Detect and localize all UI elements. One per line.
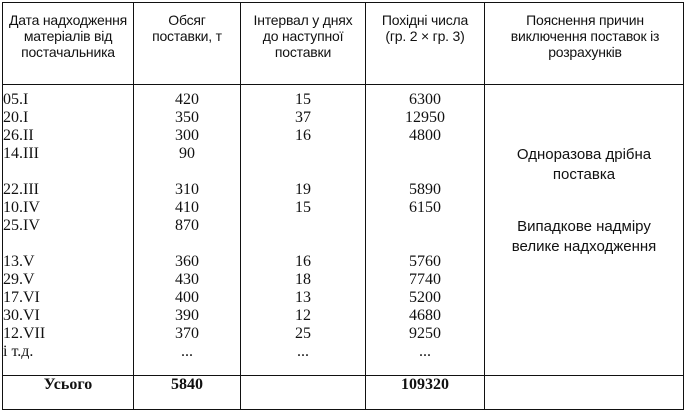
cell-derived: 5760 bbox=[409, 253, 441, 270]
header-volume: Обсяг поставки, т bbox=[134, 3, 241, 85]
cell-date: 13.V bbox=[3, 253, 35, 270]
cell-volume: 430 bbox=[175, 271, 199, 288]
cell-derived: 9250 bbox=[409, 325, 441, 342]
cell-volume: 390 bbox=[175, 307, 199, 324]
cell-date: 29.V bbox=[3, 271, 35, 288]
date-column bbox=[3, 85, 134, 376]
header-notes: Пояснення причин виключення поставок із розрахунків bbox=[485, 3, 684, 85]
header-interval: Інтервал у днях до наступної поставки bbox=[241, 3, 366, 85]
cell-derived: 4680 bbox=[409, 307, 441, 324]
volume-column bbox=[134, 85, 241, 376]
cell-volume: 370 bbox=[175, 325, 199, 342]
cell-volume: 350 bbox=[175, 109, 199, 126]
cell-date: 20.I bbox=[3, 109, 29, 126]
cell-interval: 16 bbox=[295, 253, 311, 270]
cell-date: 26.II bbox=[3, 127, 34, 144]
header-row bbox=[3, 3, 684, 85]
cell-derived: 6150 bbox=[409, 199, 441, 216]
document-page bbox=[2, 2, 683, 401]
cell-volume: 310 bbox=[175, 181, 199, 198]
cell-interval: 15 bbox=[295, 199, 311, 216]
derived-column bbox=[366, 85, 485, 376]
cell-derived: 6300 bbox=[409, 91, 441, 108]
cell-volume: 90 bbox=[179, 145, 195, 162]
total-derived: 109320 bbox=[366, 376, 485, 410]
cell-volume: 870 bbox=[175, 217, 199, 234]
total-interval bbox=[241, 376, 366, 410]
cell-date: 10.IV bbox=[3, 199, 40, 216]
cell-interval bbox=[241, 145, 365, 163]
cell-interval: 18 bbox=[295, 271, 311, 288]
data-body-row bbox=[3, 85, 684, 376]
note-oversized-delivery: Випадкове надміру велике надходження bbox=[511, 218, 657, 255]
cell-date: 12.VII bbox=[3, 325, 46, 342]
cell-volume: 410 bbox=[175, 199, 199, 216]
total-volume: 5840 bbox=[134, 376, 241, 410]
cell-interval bbox=[241, 217, 365, 235]
cell-volume: 300 bbox=[175, 127, 199, 144]
total-row bbox=[3, 376, 684, 410]
cell-interval: 13 bbox=[295, 289, 311, 306]
cell-interval: 16 bbox=[295, 127, 311, 144]
cell-date: 22.III bbox=[3, 181, 39, 198]
cell-volume: 420 bbox=[175, 91, 199, 108]
cell-interval: 19 bbox=[295, 181, 311, 198]
cell-derived: 4800 bbox=[409, 127, 441, 144]
cell-interval: 15 bbox=[295, 91, 311, 108]
header-derived: Похідні числа (гр. 2 × гр. 3) bbox=[366, 3, 485, 85]
cell-interval: ... bbox=[297, 343, 309, 360]
deliveries-table bbox=[2, 2, 684, 410]
cell-date: 14.III bbox=[3, 145, 39, 162]
total-label: Усього bbox=[3, 376, 134, 410]
cell-derived: 5890 bbox=[409, 181, 441, 198]
cell-derived bbox=[366, 217, 484, 235]
cell-interval: 37 bbox=[295, 109, 311, 126]
cell-derived: 7740 bbox=[409, 271, 441, 288]
cell-interval: 12 bbox=[295, 307, 311, 324]
cell-volume: 400 bbox=[175, 289, 199, 306]
cell-date: 17.VI bbox=[3, 289, 40, 306]
cell-derived: 12950 bbox=[405, 109, 445, 126]
notes-column bbox=[485, 85, 684, 376]
cell-date: 30.VI bbox=[3, 307, 40, 324]
cell-derived: 5200 bbox=[409, 289, 441, 306]
cell-volume: ... bbox=[181, 343, 193, 360]
header-date: Дата надходження матеріалів від постачальника bbox=[3, 3, 134, 85]
cell-derived bbox=[366, 145, 484, 163]
interval-column bbox=[241, 85, 366, 376]
note-small-delivery: Одноразова дрібна поставка bbox=[516, 146, 652, 183]
total-notes-empty bbox=[485, 376, 684, 410]
cell-derived: ... bbox=[419, 343, 431, 360]
cell-interval: 25 bbox=[295, 325, 311, 342]
cell-volume: 360 bbox=[175, 253, 199, 270]
cell-date: 05.I bbox=[3, 91, 29, 108]
cell-date: і т.д. bbox=[3, 343, 34, 360]
cell-date: 25.IV bbox=[3, 217, 40, 234]
